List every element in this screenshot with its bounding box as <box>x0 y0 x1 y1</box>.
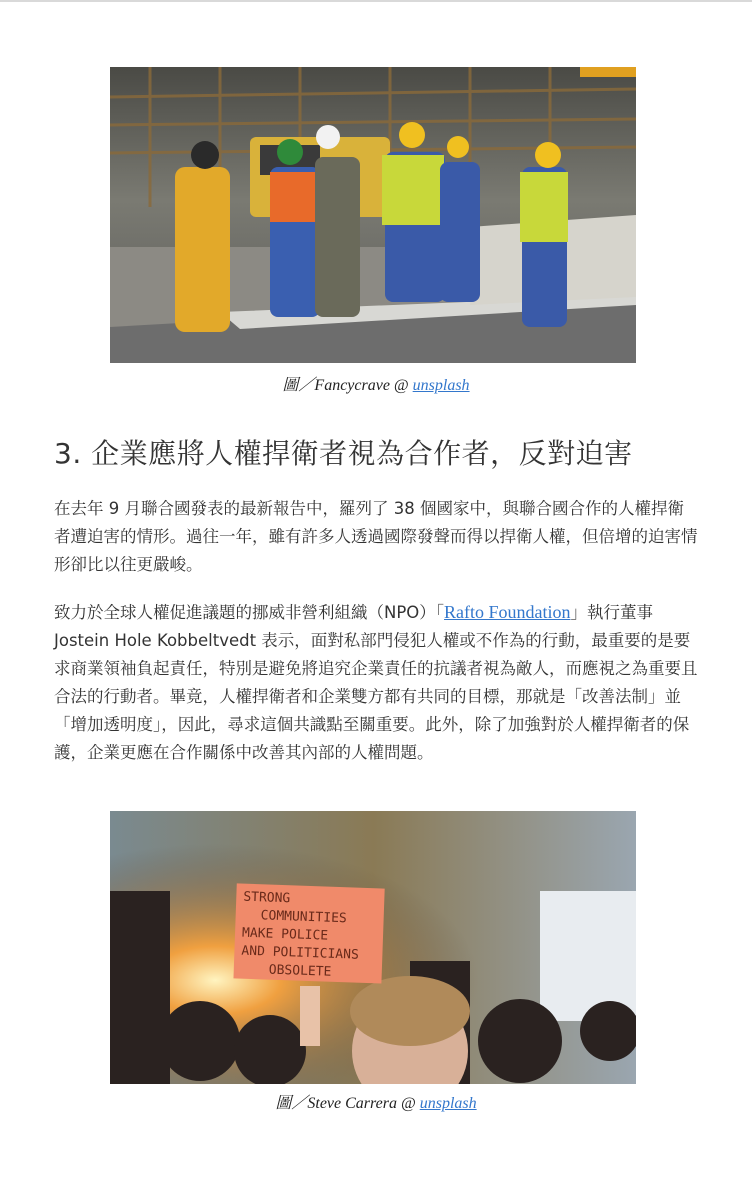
sign-line: STRONG <box>243 889 291 907</box>
unsplash-link[interactable]: unsplash <box>412 377 470 394</box>
protest-sign-photo <box>110 811 636 1084</box>
section-heading: 3. 企業應將人權捍衛者視為合作者，反對迫害 <box>54 437 633 470</box>
unsplash-link[interactable]: unsplash <box>419 1095 477 1112</box>
sign-line: OBSOLETE <box>268 962 332 980</box>
caption-credit: 圖／Fancycrave @ <box>282 377 413 394</box>
sign-line: MAKE POLICE <box>241 925 329 944</box>
construction-workers-photo <box>110 67 636 363</box>
paragraph: 在去年 9 月聯合國發表的最新報告中，羅列了 38 個國家中，與聯合國合作的人權捍衛者遭迫害的情形。過往一年，雖有許多人透過國際發聲而得以捍衛人權，但倍增的迫害情形卻比以往更嚴峻。 <box>54 499 698 574</box>
top-divider <box>0 0 752 2</box>
paragraph-text: 」執行董事 Jostein Hole Kobbeltvedt 表示，面對私部門侵犯人權或不作為的行動，最重要的是要求商業領袖負起責任，特別是避免將追究企業責任的抗議者視為敵人，而應視之為重要且合法的行動者。畢竟，人權捍衛者和企業雙方都有共同的目標，那就是「改善法制」並「增加透明度」，因此，尋求這個共識點至關重要。此外，除了加強對於人權捍衛者的保護，企業更應在合作關係中改善其內部的人權問題。 <box>54 603 698 762</box>
rafto-foundation-link[interactable]: Rafto Foundation <box>444 602 571 622</box>
paragraph <box>54 598 698 767</box>
paragraph-text: 致力於全球人權促進議題的挪威非營利組織（NPO）「 <box>54 603 445 622</box>
sign-line: COMMUNITIES <box>260 908 347 927</box>
photo-caption <box>0 1090 752 1113</box>
photo-caption <box>0 372 752 395</box>
caption-credit: 圖／Steve Carrera @ <box>275 1095 420 1112</box>
sign-line: AND POLITICIANS <box>241 943 360 963</box>
